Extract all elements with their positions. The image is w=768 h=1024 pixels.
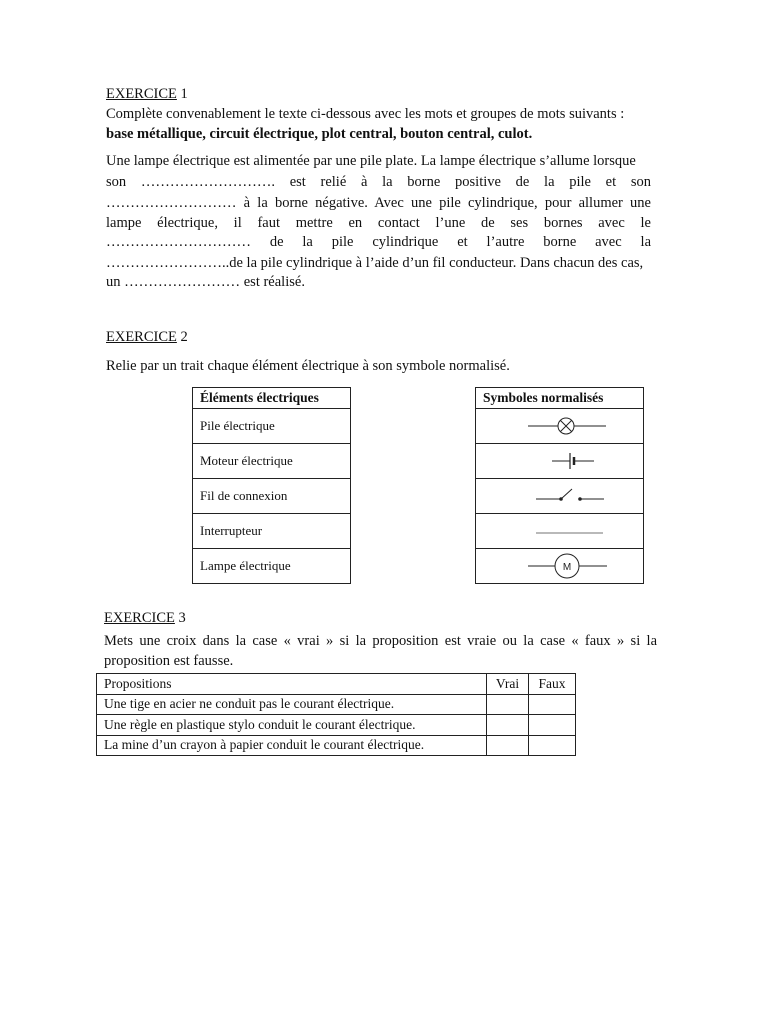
exercise1-text-line: ………………………… de la pile cylindrique et l’autre borne avec la [106,234,651,250]
symbol-cell [476,479,644,514]
faux-checkbox-cell[interactable] [529,735,576,756]
lamp-symbol-icon [476,409,643,443]
exercise3-instruction-line: proposition est fausse. [104,653,234,669]
exercise1-text-line: ……………………..de la pile cylindrique à l’aide d’un fil conducteur. Dans chacun des cas, [106,255,644,271]
switch-symbol-icon [476,479,643,513]
vrai-column-header: Vrai [487,674,529,695]
elements-table [192,387,351,584]
proposition-text: Une règle en plastique stylo conduit le courant électrique. [97,715,487,736]
symbol-cell [476,409,644,444]
table-row [97,715,576,736]
table-row [97,694,576,715]
symbol-cell [476,444,644,479]
faux-column-header: Faux [529,674,576,695]
vrai-checkbox-cell[interactable] [487,715,529,736]
vrai-checkbox-cell[interactable] [487,735,529,756]
exercise1-heading [106,86,188,103]
exercise1-text-line: ……………………… à la borne négative. Avec une pile cylindrique, pour allumer une [106,195,651,211]
symbols-table [475,387,644,584]
exercise1-heading-word: EXERCICE [106,86,177,102]
symbol-cell [476,514,644,549]
exercise1-text-line: son ………………………. est relié à la borne positive de la pile et son [106,174,651,190]
symbol-cell [476,549,644,584]
exercise1-text-line: lampe électrique, il faut mettre en contact l’une de ses bornes avec le [106,215,651,231]
exercise2-heading-number: 2 [180,329,188,345]
exercise3-heading-number: 3 [178,610,186,626]
exercise2-heading-word: EXERCICE [106,329,177,345]
vrai-checkbox-cell[interactable] [487,694,529,715]
element-item: Pile électrique [193,409,351,444]
faux-checkbox-cell[interactable] [529,715,576,736]
motor-letter: M [562,562,572,573]
exercise3-heading [104,610,186,627]
wire-symbol-icon [476,514,643,548]
exercise1-instruction: Complète convenablement le texte ci-dessous avec les mots et groupes de mots suivants : [106,106,625,122]
exercise2-instruction: Relie par un trait chaque élément électrique à son symbole normalisé. [106,358,510,374]
proposition-text: Une tige en acier ne conduit pas le courant électrique. [97,694,487,715]
exercise2-heading [106,329,188,346]
element-item: Lampe électrique [193,549,351,584]
element-item: Fil de connexion [193,479,351,514]
element-item: Moteur électrique [193,444,351,479]
exercise1-word-list: base métallique, circuit électrique, plot central, bouton central, culot. [106,126,533,142]
element-item: Interrupteur [193,514,351,549]
table-row [97,735,576,756]
exercise1-text-line: Une lampe électrique est alimentée par une pile plate. La lampe électrique s’allume lorsque [106,153,636,169]
battery-symbol-icon [476,444,643,478]
proposition-text: La mine d’un crayon à papier conduit le courant électrique. [97,735,487,756]
exercise3-instruction-line: Mets une croix dans la case « vrai » si la proposition est vraie ou la case « faux » si la [104,633,657,649]
exercise1-heading-number: 1 [180,86,188,102]
motor-symbol-icon [476,549,643,583]
exercise1-text-line: un …………………… est réalisé. [106,274,305,290]
symbols-table-header: Symboles normalisés [476,388,644,409]
propositions-column-header: Propositions [97,674,487,695]
faux-checkbox-cell[interactable] [529,694,576,715]
propositions-table [96,673,576,756]
elements-table-header: Éléments électriques [193,388,351,409]
exercise3-heading-word: EXERCICE [104,610,175,626]
